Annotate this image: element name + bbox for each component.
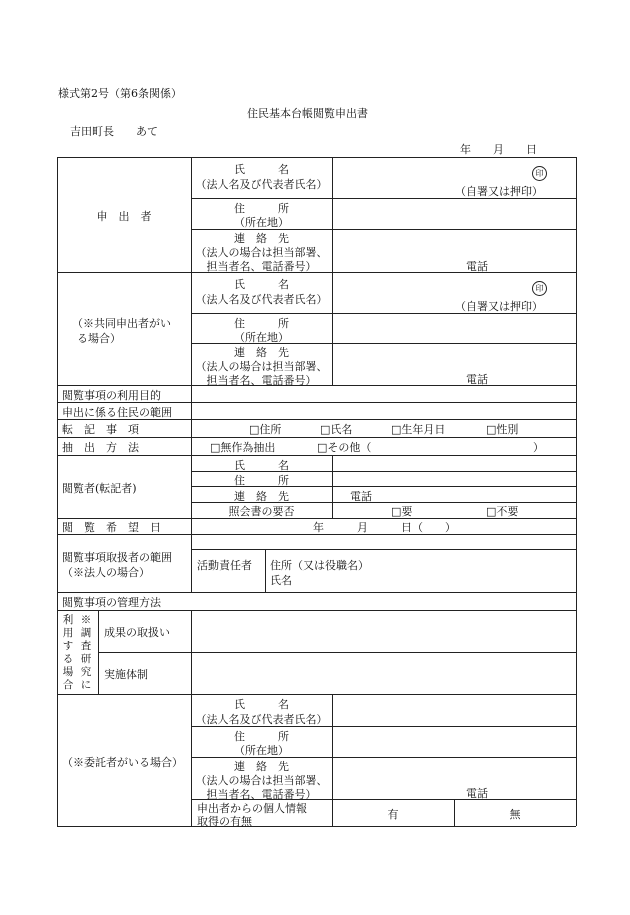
addressee: 吉田町長 あて bbox=[70, 125, 158, 138]
consignee-contact-label: 連 絡 先 bbox=[234, 760, 289, 773]
certificate-required-option[interactable]: □要 bbox=[391, 505, 413, 518]
personal-info-sublabel: 取得の有無 bbox=[197, 815, 252, 828]
applicant-name-sublabel: （法人名及び代表者氏名） bbox=[195, 178, 328, 191]
co-applicant-contact-sublabel-1: （法人の場合は担当部署、 bbox=[195, 360, 328, 373]
extraction-option-random[interactable]: □無作為抽出 bbox=[210, 441, 276, 454]
co-applicant-phone-label: 電話 bbox=[466, 373, 488, 386]
consignee-name-sublabel: （法人名及び代表者氏名） bbox=[195, 713, 328, 726]
extraction-label: 抽 出 方 法 bbox=[62, 441, 139, 454]
form-title: 住民基本台帳閲覧申出書 bbox=[247, 107, 368, 120]
personal-info-no[interactable]: 無 bbox=[509, 808, 521, 821]
applicant-signature-note: （自署又は押印） bbox=[455, 185, 543, 198]
handler-scope-sublabel: （※法人の場合） bbox=[62, 566, 150, 579]
seal-icon: 印 bbox=[532, 281, 547, 296]
research-vertical-label-2: ※調査研究に bbox=[80, 614, 92, 691]
seal-icon: 印 bbox=[532, 166, 547, 181]
personal-info-yes[interactable]: 有 bbox=[387, 808, 399, 821]
responsible-name-label: 氏名 bbox=[270, 574, 292, 587]
consignee-address-label: 住 所 bbox=[234, 730, 289, 743]
co-applicant-address-label: 住 所 bbox=[234, 317, 289, 330]
certificate-not-required-option[interactable]: □不要 bbox=[486, 505, 519, 518]
extraction-close-paren: ） bbox=[533, 441, 544, 454]
implementation-system-label: 実施体制 bbox=[104, 668, 148, 681]
applicant-address-sublabel: （所在地） bbox=[234, 216, 289, 229]
co-applicant-contact-label: 連 絡 先 bbox=[234, 346, 289, 359]
consignee-name-label: 氏 名 bbox=[234, 698, 289, 711]
management-label: 閲覧事項の管理方法 bbox=[62, 596, 161, 609]
scope-label: 申出に係る住民の範囲 bbox=[62, 406, 172, 419]
applicant-name-label: 氏 名 bbox=[234, 163, 289, 176]
co-applicant-section-label-1: （※共同申出者がい bbox=[72, 317, 171, 330]
co-applicant-contact-sublabel-2: 担当者名、電話番号） bbox=[206, 374, 317, 387]
responsible-address-label: 住所（又は役職名） bbox=[270, 559, 369, 572]
viewer-phone-label: 電話 bbox=[350, 490, 372, 503]
desired-date-value: 年 月 日（ ） bbox=[313, 521, 456, 534]
purpose-label: 閲覧事項の利用目的 bbox=[62, 389, 161, 402]
extraction-option-other[interactable]: □その他（ bbox=[317, 441, 372, 454]
co-applicant-section-label-2: る場合） bbox=[77, 332, 121, 345]
applicant-section-label: 申 出 者 bbox=[96, 210, 152, 223]
viewer-address-label: 住 所 bbox=[234, 474, 289, 487]
responsible-person-label: 活動責任者 bbox=[197, 559, 252, 572]
research-vertical-label-1: 利用する場合 bbox=[62, 614, 74, 691]
co-applicant-address-sublabel: （所在地） bbox=[234, 331, 289, 344]
form-number: 様式第2号（第6条関係） bbox=[58, 87, 182, 100]
applicant-phone-label: 電話 bbox=[466, 260, 488, 273]
viewer-label: 閲覧者(転記者) bbox=[62, 482, 137, 495]
applicant-contact-label: 連 絡 先 bbox=[234, 232, 289, 245]
results-handling-label: 成果の取扱い bbox=[104, 626, 170, 639]
transcription-option-name[interactable]: □氏名 bbox=[320, 423, 353, 436]
viewer-certificate-label: 照会書の要否 bbox=[228, 505, 295, 518]
transcription-option-address[interactable]: □住所 bbox=[249, 423, 282, 436]
applicant-contact-sublabel-1: （法人の場合は担当部署、 bbox=[195, 246, 328, 259]
viewer-contact-label: 連 絡 先 bbox=[234, 490, 289, 503]
date-line: 年 月 日 bbox=[460, 143, 537, 156]
applicant-address-label: 住 所 bbox=[234, 202, 289, 215]
viewer-name-label: 氏 名 bbox=[234, 459, 289, 472]
co-applicant-name-sublabel: （法人名及び代表者氏名） bbox=[195, 293, 328, 306]
transcription-option-gender[interactable]: □性別 bbox=[486, 423, 519, 436]
consignee-section-label: （※委託者がいる場合） bbox=[62, 756, 183, 769]
consignee-address-sublabel: （所在地） bbox=[234, 744, 289, 757]
handler-scope-label: 閲覧事項取扱者の範囲 bbox=[62, 551, 172, 564]
transcription-label: 転 記 事 項 bbox=[62, 423, 139, 436]
co-applicant-signature-note: （自署又は押印） bbox=[455, 300, 543, 313]
co-applicant-name-label: 氏 名 bbox=[234, 278, 289, 291]
personal-info-label: 申出者からの個人情報 bbox=[197, 802, 307, 815]
consignee-contact-sublabel-2: 担当者名、電話番号） bbox=[206, 788, 317, 801]
applicant-contact-sublabel-2: 担当者名、電話番号） bbox=[206, 260, 317, 273]
desired-date-label: 閲 覧 希 望 日 bbox=[62, 521, 161, 534]
consignee-phone-label: 電話 bbox=[466, 787, 488, 800]
consignee-contact-sublabel-1: （法人の場合は担当部署、 bbox=[195, 774, 328, 787]
transcription-option-birthdate[interactable]: □生年月日 bbox=[391, 423, 446, 436]
